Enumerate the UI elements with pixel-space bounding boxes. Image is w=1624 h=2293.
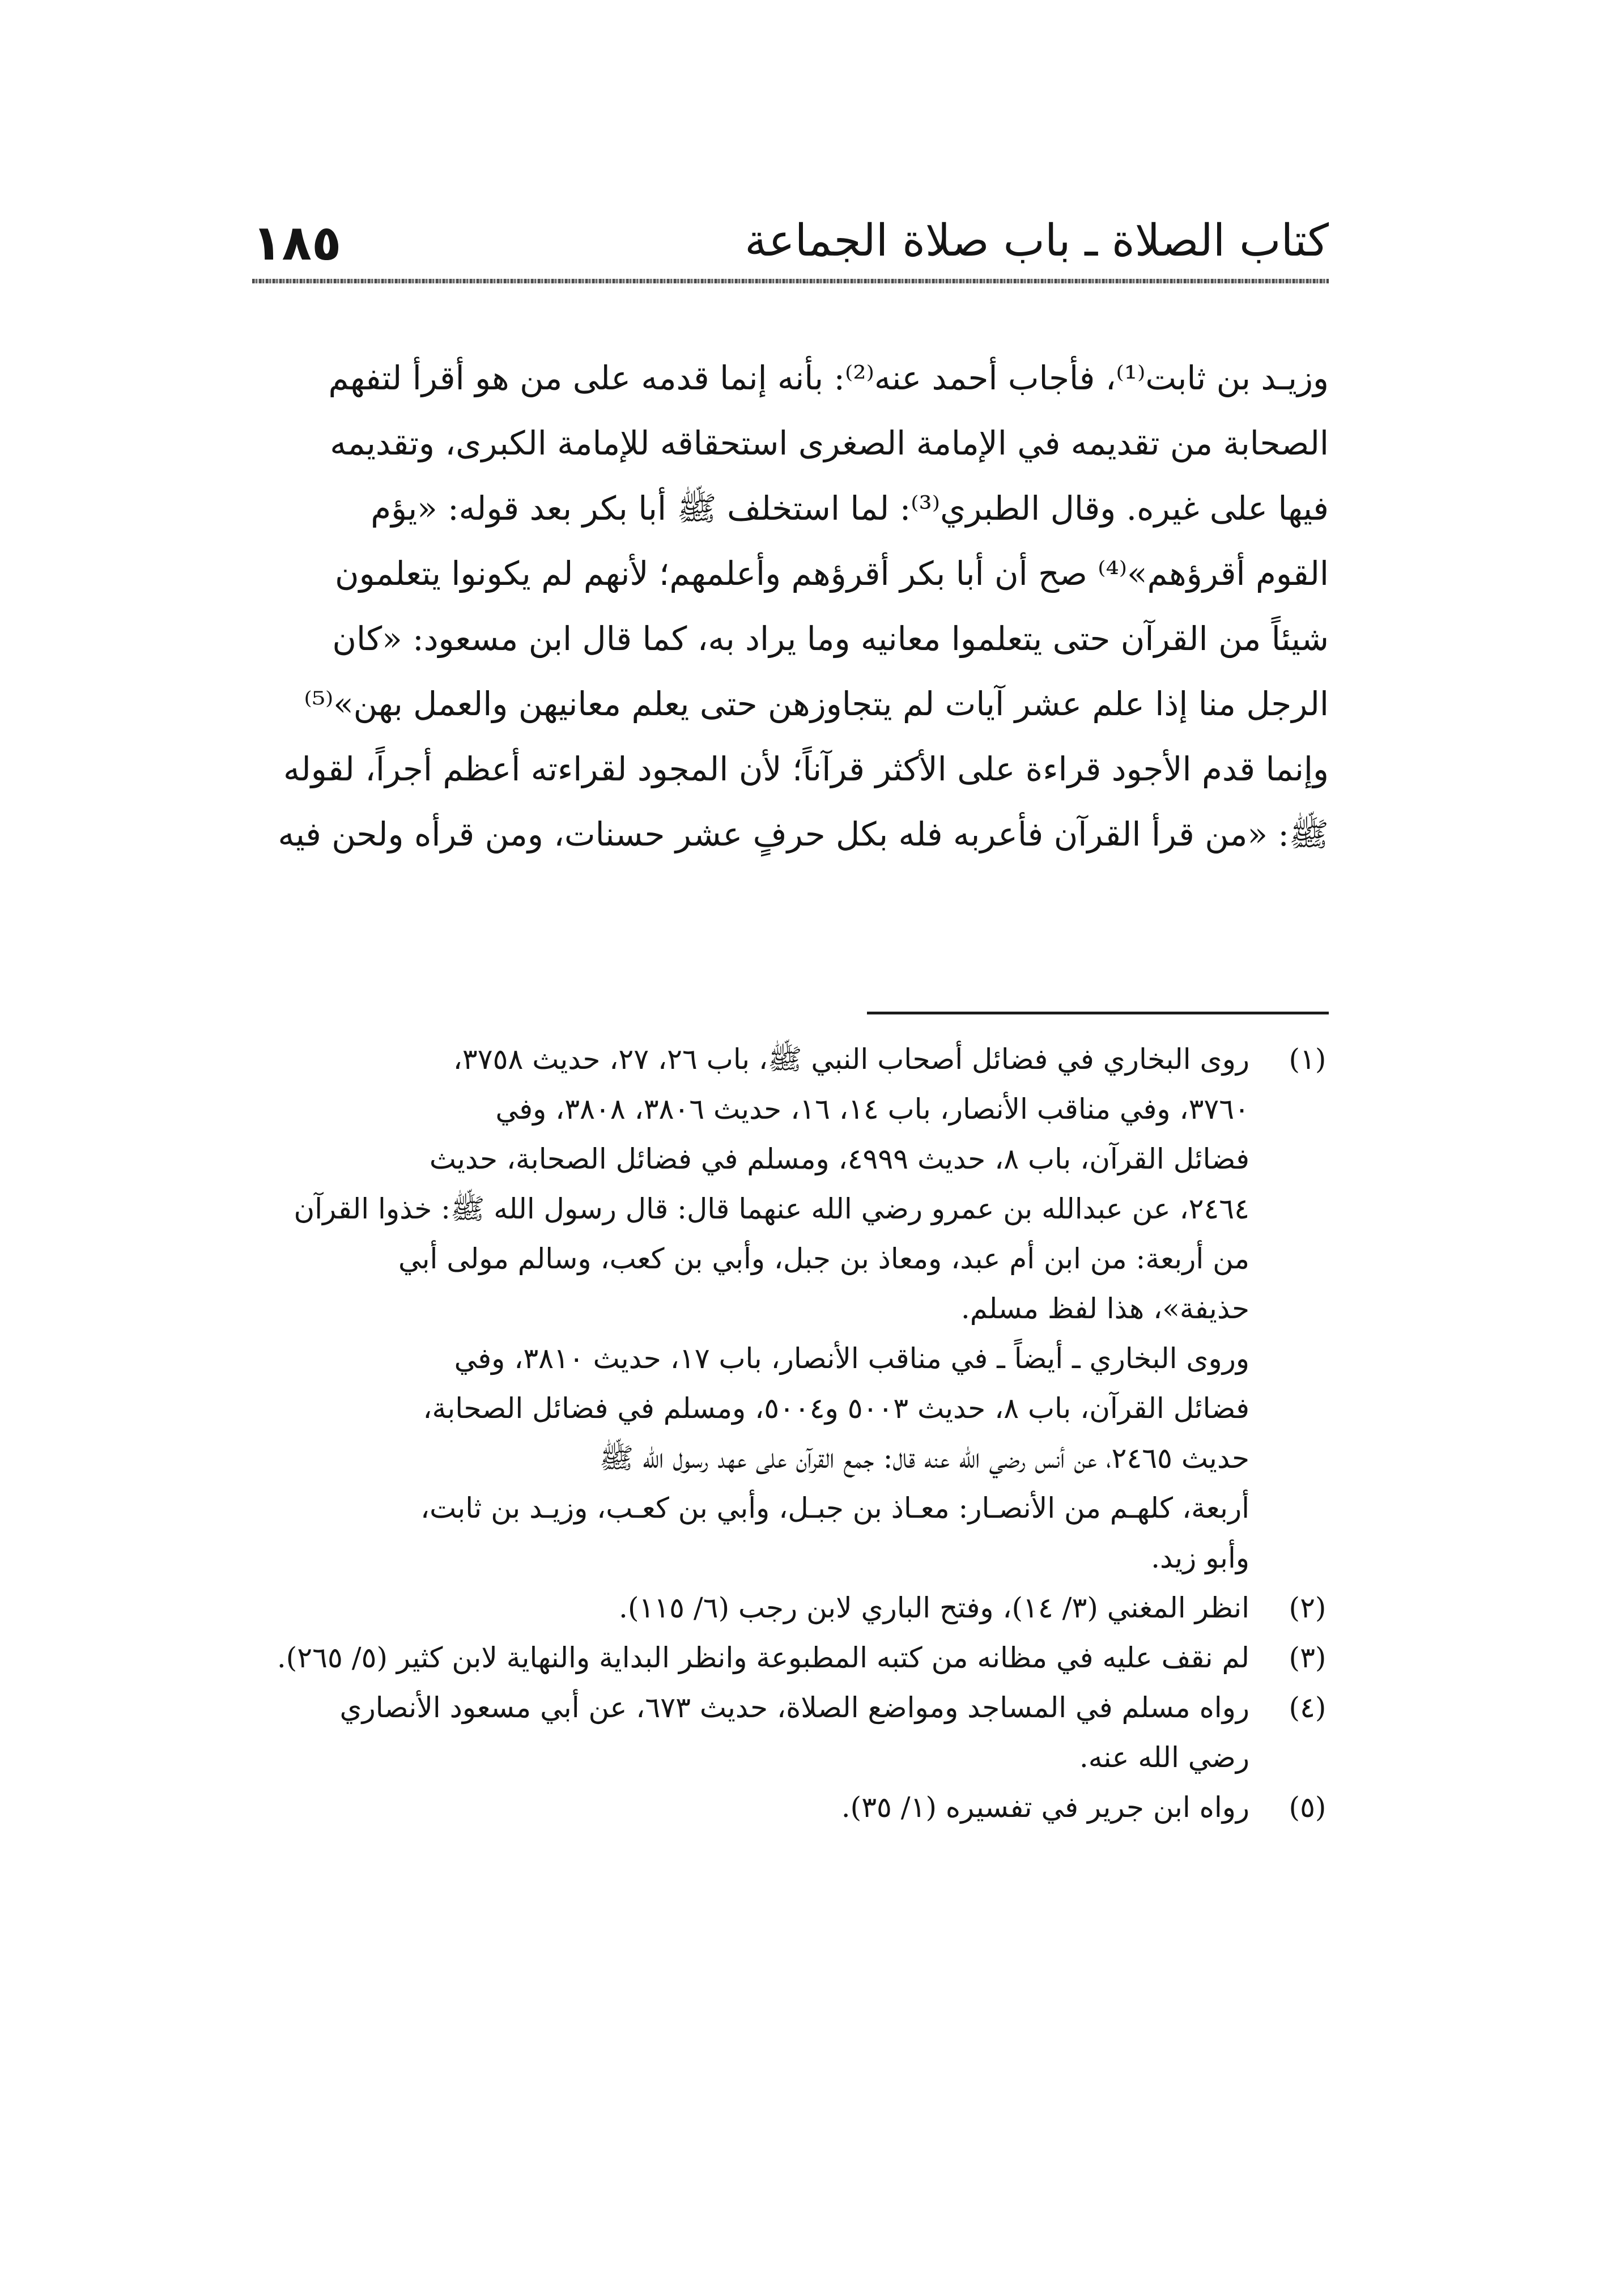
main-text [252,346,1329,867]
body-line: الصحابة من تقديمه في الإمامة الصغرى استحقاقه للإمامة الكبرى، وتقديمه [330,424,1329,462]
footnote-body [252,1683,1249,1782]
footnote-line: فضائل القرآن، باب ٨، حديث ٥٠٠٣ و٥٠٠٤، ومسلم في فضائل الصحابة، [423,1392,1249,1425]
body-line: ﷺ: «من قرأ القرآن فأعربه فله بكل حرفٍ عشر حسنات، ومن قرأه ولحن فيه [278,815,1329,853]
footnote-line: حذيفة»، هذا لفظ مسلم. [960,1292,1249,1325]
footnote-number: (٣) [1289,1641,1327,1674]
footnote-1 [252,1034,1329,1583]
running-title: كتاب الصلاة ـ باب صلاة الجماعة [745,215,1329,266]
footnote-body [252,1633,1249,1683]
footnote-line: فضائل القرآن، باب ٨، حديث ٤٩٩٩، ومسلم في فضائل الصحابة، حديث [429,1143,1249,1175]
footnote-body [252,1782,1249,1832]
body-line: القوم أقرؤهم»⁽⁴⁾ صح أن أبا بكر أقرؤهم وأعلمهم؛ لأنهم لم يكونوا يتعلمون [335,554,1329,593]
footnote-line: رواه مسلم في المساجد ومواضع الصلاة، حديث ٦٧٣، عن أبي مسعود الأنصاري [339,1691,1249,1724]
footnote-body [252,1034,1249,1583]
footnote-divider [867,1012,1329,1014]
body-line: وإنما قدم الأجود قراءة على الأكثر قرآناً؛ لأن المجود لقراءته أعظم أجراً، لقوله [283,750,1329,788]
footnote-line: وأبو زيد. [1151,1542,1249,1574]
footnote-number: (١) [1289,1043,1327,1076]
footnote-line: وروى البخاري ـ أيضاً ـ في مناقب الأنصار، باب ١٧، حديث ٣٨١٠، وفي [454,1342,1249,1375]
body-line: الرجل منا إذا علم عشر آيات لم يتجاوزهن حتى يعلم معانيهن والعمل بهن»⁽⁵⁾ [304,685,1329,723]
footnote-line: انظر المغني (٣/ ١٤)، وفتح الباري لابن رجب (٦/ ١١٥). [619,1591,1249,1624]
page-number: ١٨٥ [252,215,342,271]
body-line: شيئاً من القرآن حتى يتعلموا معانيه وما يراد به، كما قال ابن مسعود: «كان [332,619,1329,658]
footnote-2 [252,1583,1329,1633]
footnote-line: رواه ابن جرير في تفسيره (١/ ٣٥). [841,1791,1249,1824]
header-divider [252,279,1329,283]
footnote-number: (٢) [1289,1591,1327,1624]
footnote-line: ٢٤٦٤، عن عبدالله بن عمرو رضي الله عنهما قال: قال رسول الله ﷺ: خذوا القرآن [294,1192,1249,1225]
footnote-line: أربعة، كلهـم من الأنصـار: معـاذ بن جبـل، وأبي بن كعـب، وزيـد بن ثابت، [420,1492,1249,1525]
body-line: فيها على غيره. وقال الطبري⁽³⁾: لما استخلف ﷺ أبا بكر بعد قوله: «يؤم [371,489,1329,528]
footnote-line: حديث ٢٤٦٥، عن أنس رضي الله عنه قال: جمع القرآن على عهد رسول الله ﷺ [599,1442,1249,1475]
footnote-body [252,1583,1249,1633]
footnote-3 [252,1633,1329,1683]
footnote-line: ٣٧٦٠، وفي مناقب الأنصار، باب ١٤، ١٦، حديث ٣٨٠٦، ٣٨٠٨، وفي [495,1093,1249,1126]
footnote-line: من أربعة: من ابن أم عبد، ومعاذ بن جبل، وأبي بن كعب، وسالم مولى أبي [398,1242,1249,1275]
page-header [252,213,1329,275]
footnote-line: رضي الله عنه. [1079,1741,1249,1774]
footnote-line: لم نقف عليه في مظانه من كتبه المطبوعة وانظر البداية والنهاية لابن كثير (٥/ ٢٦٥). [277,1641,1249,1674]
footnote-line: روى البخاري في فضائل أصحاب النبي ﷺ، باب ٢٦، ٢٧، حديث ٣٧٥٨، [453,1043,1249,1076]
body-line: وزيـد بن ثابت⁽¹⁾، فأجاب أحمد عنه⁽²⁾: بأنه إنما قدمه على من هو أقرأ لتفهم [328,359,1329,397]
footnote-number: (٤) [1289,1691,1327,1724]
footnote-number: (٥) [1289,1791,1327,1824]
footnote-4 [252,1683,1329,1782]
footnote-5 [252,1782,1329,1832]
footnotes [252,1034,1329,1832]
